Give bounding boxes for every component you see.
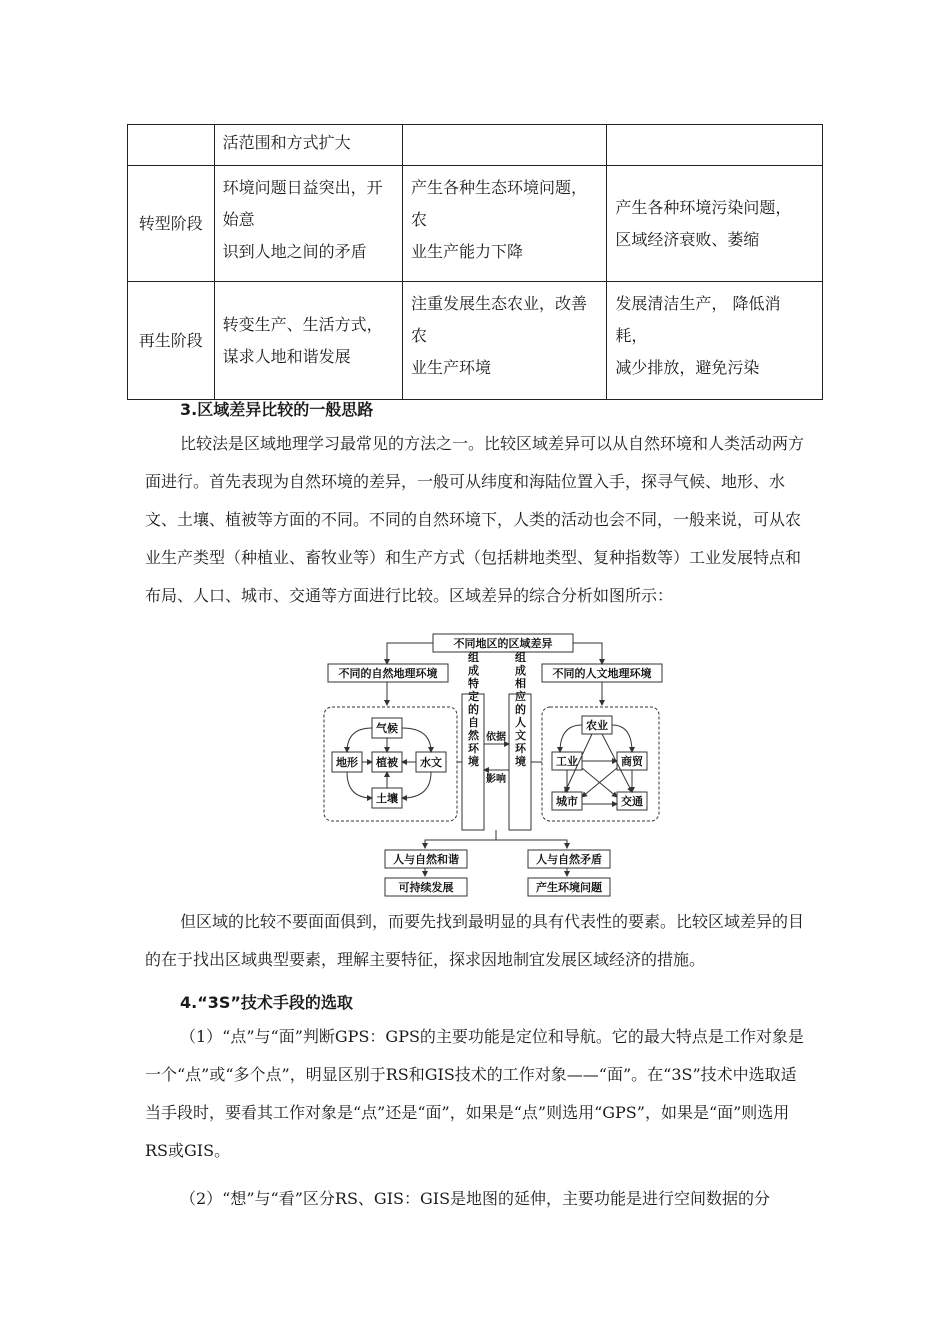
paragraph [145,425,809,615]
left-column-label: 组成特定的自然环境 [466,651,480,769]
paragraph-text: 比较法是区域地理学习最常见的方法之一。比较区域差异可以从自然环境和人类活动两方面进行。首先表现为自然环境的差异，一般可从纬度和海陆位置入手，探寻气候、地形、水文、土壤、植被等方面的不同。不同的自然环境下，人类的活动也会不同，一般来说，可从农业生产类型（种植业、畜牧业等）和生产方式（包括耕地类型、复种指数等）工业发展特点和布局、人口、城市、交通等方面进行比较。区域差异的综合分析如图所示： [145,434,805,605]
cell-line: 谋求人地和谐发展 [222,346,351,366]
agriculture-node: 农业 [586,719,608,732]
stage-cell: 再生阶段 [128,282,215,400]
cell-line: 转变生产、生活方式， [222,314,383,334]
cell-line: 减少排放，避免污染 [615,358,760,377]
hydrology-node: 水文 [420,756,442,769]
table-row [128,166,823,282]
vegetation-node: 植被 [376,756,398,769]
influence-label: 影响 [486,774,506,785]
table-cell [607,125,823,166]
paragraph-text: 但区域的比较不要面面俱到，而要先找到最明显的具有代表性的要素。比较区域差异的目的在于找出区域典型要素，理解主要特征，探求因地制宜发展区域经济的措施。 [145,912,805,969]
table-cell [607,166,823,282]
paragraph [145,1180,809,1218]
cell-line: 业生产能力下降 [410,242,523,261]
cell-line: 环境问题日益突出，开 [222,178,383,197]
cell-line: 区域经济衰败、萎缩 [615,229,760,249]
table-cell [214,125,402,166]
cell-line: 发展清洁生产， 降低消 [615,294,781,313]
paragraph [145,1018,809,1170]
table-cell [402,125,606,166]
cell-line: 耗， [615,326,648,345]
paragraph-text: （1）“点”与“面”判断GPS：GPS的主要功能是定位和导航。它的最大特点是工作对象是一个“点”或“多个点”，明显区别于RS和GIS技术的工作对象——“面”。在“3S”技术中选取适当手段时，要看其工作对象是“点”还是“面”，如果是“点”则选用“GPS”，如果是“面”则选用RS或GIS。 [145,1027,804,1160]
harmony-label: 人与自然和谐 [393,853,459,866]
basis-label: 依据 [486,732,506,743]
table-cell [402,282,606,400]
table-cell [402,166,606,282]
cell-line: 业生产环境 [410,358,491,377]
right-column-label: 组成相应的人文环境 [513,651,527,769]
sustainable-label: 可持续发展 [398,881,454,894]
cell-line: 注重发展生态农业，改善 [410,294,587,313]
cell-line: 农 [410,210,427,229]
soil-node: 土壤 [376,792,398,805]
paragraph-text: （2）“想”与“看”区分RS、GIS：GIS是地图的延伸，主要功能是进行空间数据的分 [180,1189,771,1208]
commerce-node: 商贸 [621,755,643,768]
cell-line: 农 [410,326,427,345]
transport-node: 交通 [621,795,643,808]
region-difference-diagram [320,632,665,900]
cell-line: 始意 [222,210,255,229]
cell-line: 识到人地之间的矛盾 [222,242,367,261]
industry-node: 工业 [556,755,578,768]
section-heading: 3.区域差异比较的一般思路 [180,400,374,419]
paragraph [145,903,809,979]
table-row [128,125,823,166]
terrain-node: 地形 [336,756,358,769]
table-cell [214,282,402,400]
diagram-top-label: 不同地区的区域差异 [453,637,553,650]
cell-line: 产生各种生态环境问题， [410,178,587,197]
conflict-label: 人与自然矛盾 [536,853,602,866]
human-env-label: 不同的人文地理环境 [552,667,652,680]
climate-node: 气候 [376,722,398,735]
section-heading: 4.“3S”技术手段的选取 [180,993,353,1012]
problems-label: 产生环境问题 [536,881,602,894]
table-cell [607,282,823,400]
table-cell [214,166,402,282]
cell-line: 产生各种环境污染问题， [615,197,792,217]
stage-cell: 转型阶段 [128,166,215,282]
natural-env-label: 不同的自然地理环境 [338,667,438,680]
city-node: 城市 [556,795,578,808]
table-row [128,282,823,400]
cell-text: 活范围和方式扩大 [222,133,351,152]
stage-cell [128,125,215,166]
stage-table [127,124,823,400]
